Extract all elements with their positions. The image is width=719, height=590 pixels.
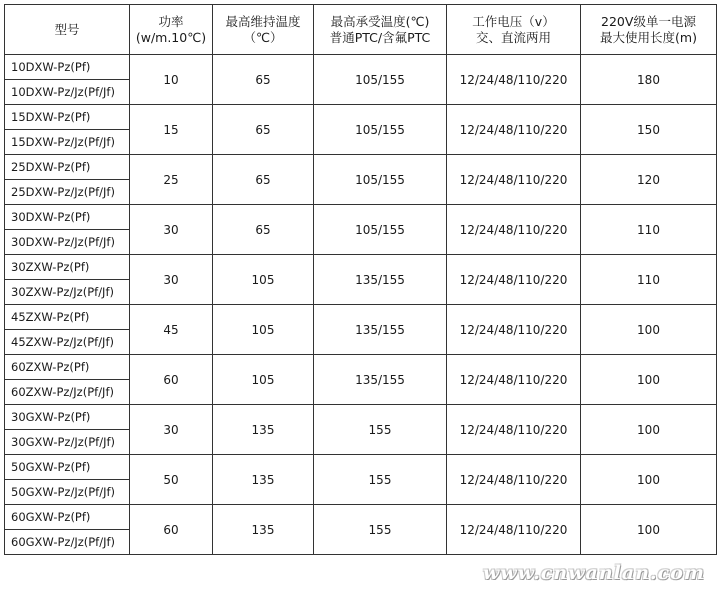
maintain-temp-cell: 105 [213,305,314,355]
header-max-maintain-line2: （℃） [243,29,283,45]
power-cell: 10 [130,55,213,105]
model-cell: 60GXW-Pz/Jz(Pf/Jf) [5,530,130,555]
model-cell: 30DXW-Pz/Jz(Pf/Jf) [5,230,130,255]
header-power-line1: 功率 [158,13,184,29]
max-length-cell: 110 [581,205,717,255]
max-length-cell: 100 [581,305,717,355]
maintain-temp-cell: 105 [213,255,314,305]
maintain-temp-cell: 65 [213,105,314,155]
model-cell: 30ZXW-Pz(Pf) [5,255,130,280]
voltage-cell: 12/24/48/110/220 [447,105,581,155]
withstand-temp-cell: 105/155 [314,205,447,255]
voltage-cell: 12/24/48/110/220 [447,405,581,455]
model-cell: 45ZXW-Pz(Pf) [5,305,130,330]
max-length-cell: 150 [581,105,717,155]
withstand-temp-cell: 155 [314,505,447,555]
power-cell: 45 [130,305,213,355]
power-cell: 15 [130,105,213,155]
model-cell: 50GXW-Pz/Jz(Pf/Jf) [5,480,130,505]
model-cell: 30DXW-Pz(Pf) [5,205,130,230]
header-row [5,5,717,55]
withstand-temp-cell: 135/155 [314,305,447,355]
maintain-temp-cell: 135 [213,455,314,505]
withstand-temp-cell: 135/155 [314,255,447,305]
maintain-temp-cell: 65 [213,205,314,255]
model-cell: 15DXW-Pz/Jz(Pf/Jf) [5,130,130,155]
withstand-temp-cell: 105/155 [314,55,447,105]
voltage-cell: 12/24/48/110/220 [447,205,581,255]
spec-table [4,4,717,555]
table-row [5,355,717,380]
header-power [130,5,213,55]
withstand-temp-cell: 105/155 [314,155,447,205]
maintain-temp-cell: 65 [213,55,314,105]
withstand-temp-cell: 135/155 [314,355,447,405]
model-cell: 45ZXW-Pz/Jz(Pf/Jf) [5,330,130,355]
model-cell: 10DXW-Pz/Jz(Pf/Jf) [5,80,130,105]
max-length-cell: 100 [581,355,717,405]
voltage-cell: 12/24/48/110/220 [447,255,581,305]
header-max-maintain-line1: 最高维持温度 [225,13,301,29]
voltage-cell: 12/24/48/110/220 [447,55,581,105]
voltage-cell: 12/24/48/110/220 [447,305,581,355]
power-cell: 30 [130,405,213,455]
power-cell: 50 [130,455,213,505]
header-power-line2: (w/m.10℃) [135,29,207,45]
header-voltage-line2: 交、直流两用 [475,29,551,45]
table-row [5,105,717,130]
header-max-length-line1: 220V级单一电源 [601,13,696,29]
header-voltage-line1: 工作电压（v） [472,13,555,29]
power-cell: 25 [130,155,213,205]
header-max-withstand-temp [314,5,447,55]
model-cell: 60ZXW-Pz(Pf) [5,355,130,380]
model-cell: 60ZXW-Pz/Jz(Pf/Jf) [5,380,130,405]
header-max-length-line2: 最大使用长度(m) [600,29,697,45]
table-row [5,405,717,430]
maintain-temp-cell: 135 [213,505,314,555]
header-max-withstand-line2: 普通PTC/含氟PTC [329,29,431,45]
model-cell: 30GXW-Pz/Jz(Pf/Jf) [5,430,130,455]
max-length-cell: 180 [581,55,717,105]
power-cell: 30 [130,255,213,305]
table-row [5,255,717,280]
table-row [5,305,717,330]
watermark: www.cnwanlan.com [483,562,705,584]
withstand-temp-cell: 155 [314,455,447,505]
voltage-cell: 12/24/48/110/220 [447,455,581,505]
header-voltage [447,5,581,55]
withstand-temp-cell: 155 [314,405,447,455]
header-max-length [581,5,717,55]
table-row [5,155,717,180]
model-cell: 60GXW-Pz(Pf) [5,505,130,530]
model-cell: 30GXW-Pz(Pf) [5,405,130,430]
header-max-maintain-temp [213,5,314,55]
model-cell: 10DXW-Pz(Pf) [5,55,130,80]
max-length-cell: 100 [581,405,717,455]
max-length-cell: 100 [581,455,717,505]
withstand-temp-cell: 105/155 [314,105,447,155]
power-cell: 60 [130,505,213,555]
maintain-temp-cell: 135 [213,405,314,455]
voltage-cell: 12/24/48/110/220 [447,355,581,405]
max-length-cell: 110 [581,255,717,305]
maintain-temp-cell: 105 [213,355,314,405]
voltage-cell: 12/24/48/110/220 [447,505,581,555]
header-model: 型号 [5,5,130,55]
max-length-cell: 100 [581,505,717,555]
model-cell: 30ZXW-Pz/Jz(Pf/Jf) [5,280,130,305]
table-row [5,55,717,80]
header-max-withstand-line1: 最高承受温度(℃) [330,13,430,29]
power-cell: 30 [130,205,213,255]
power-cell: 60 [130,355,213,405]
table-row [5,455,717,480]
table-row [5,505,717,530]
voltage-cell: 12/24/48/110/220 [447,155,581,205]
table-row [5,205,717,230]
model-cell: 50GXW-Pz(Pf) [5,455,130,480]
model-cell: 15DXW-Pz(Pf) [5,105,130,130]
model-cell: 25DXW-Pz(Pf) [5,155,130,180]
max-length-cell: 120 [581,155,717,205]
model-cell: 25DXW-Pz/Jz(Pf/Jf) [5,180,130,205]
maintain-temp-cell: 65 [213,155,314,205]
